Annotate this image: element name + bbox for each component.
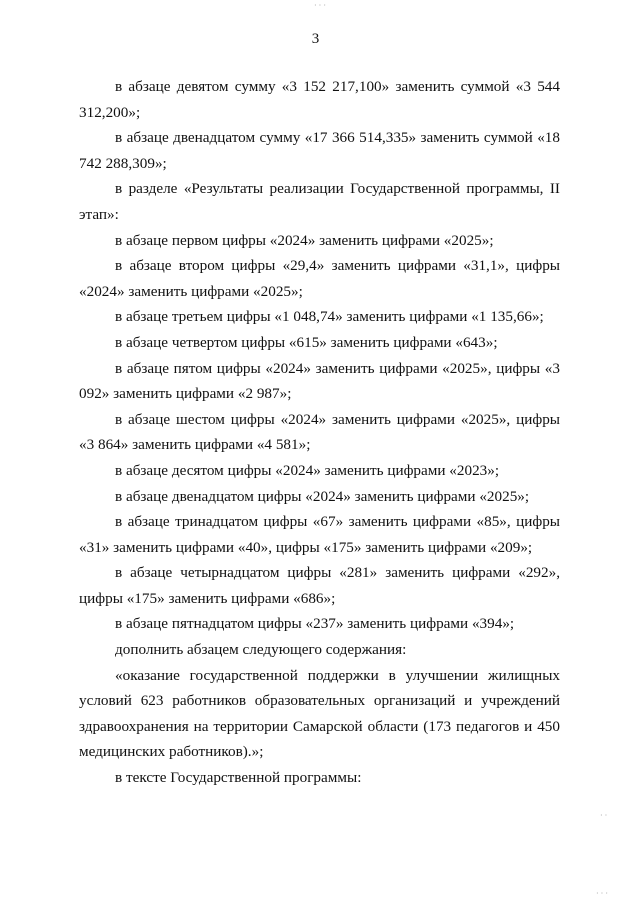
paragraph: в абзаце двенадцатом сумму «17 366 514,335» заменить суммой «18 742 288,309»; — [79, 129, 560, 172]
paragraph: в абзаце четырнадцатом цифры «281» заменить цифрами «292», цифры «175» заменить цифрами «686»; — [79, 564, 560, 607]
paragraph: в абзаце тринадцатом цифры «67» заменить цифрами «85», цифры «31» заменить цифрами «40», цифры «175» заменить цифрами «209»; — [79, 513, 560, 556]
scan-artifact: · · — [600, 811, 608, 820]
page-number: 3 — [311, 31, 320, 47]
scan-artifact: · · · — [314, 1, 326, 10]
paragraph: в тексте Государственной программы: — [115, 769, 362, 787]
paragraph: в абзаце четвертом цифры «615» заменить цифрами «643»; — [115, 333, 498, 351]
paragraph: в абзаце девятом сумму «3 152 217,100» заменить суммой «3 544 312,200»; — [79, 78, 560, 121]
paragraph: в разделе «Результаты реализации Государственной программы, II этап»: — [79, 180, 560, 223]
paragraph: в абзаце первом цифры «2024» заменить цифрами «2025»; — [115, 231, 494, 249]
paragraph: в абзаце третьем цифры «1 048,74» заменить цифрами «1 135,66»; — [115, 308, 544, 326]
scan-artifact: · · · — [596, 889, 608, 898]
paragraph: в абзаце пятом цифры «2024» заменить цифрами «2025», цифры «3 092» заменить цифрами «2 987»; — [79, 359, 560, 403]
paragraph: дополнить абзацем следующего содержания: — [115, 641, 407, 659]
paragraph: «оказание государственной поддержки в улучшении жилищных условий 623 работников образовательных организаций и учреждений здравоохранения на территории Самарской области (173 педагогов и 450 медицинских работников).»; — [79, 666, 560, 761]
paragraph: в абзаце двенадцатом цифры «2024» заменить цифрами «2025»; — [115, 487, 530, 505]
paragraph: в абзаце шестом цифры «2024» заменить цифрами «2025», цифры «3 864» заменить цифрами «4 581»; — [79, 410, 560, 454]
paragraph: в абзаце втором цифры «29,4» заменить цифрами «31,1», цифры «2024» заменить цифрами «2025»; — [79, 257, 560, 300]
paragraph: в абзаце десятом цифры «2024» заменить цифрами «2023»; — [115, 461, 500, 479]
document-body — [79, 74, 560, 791]
paragraph: в абзаце пятнадцатом цифры «237» заменить цифрами «394»; — [115, 615, 515, 633]
